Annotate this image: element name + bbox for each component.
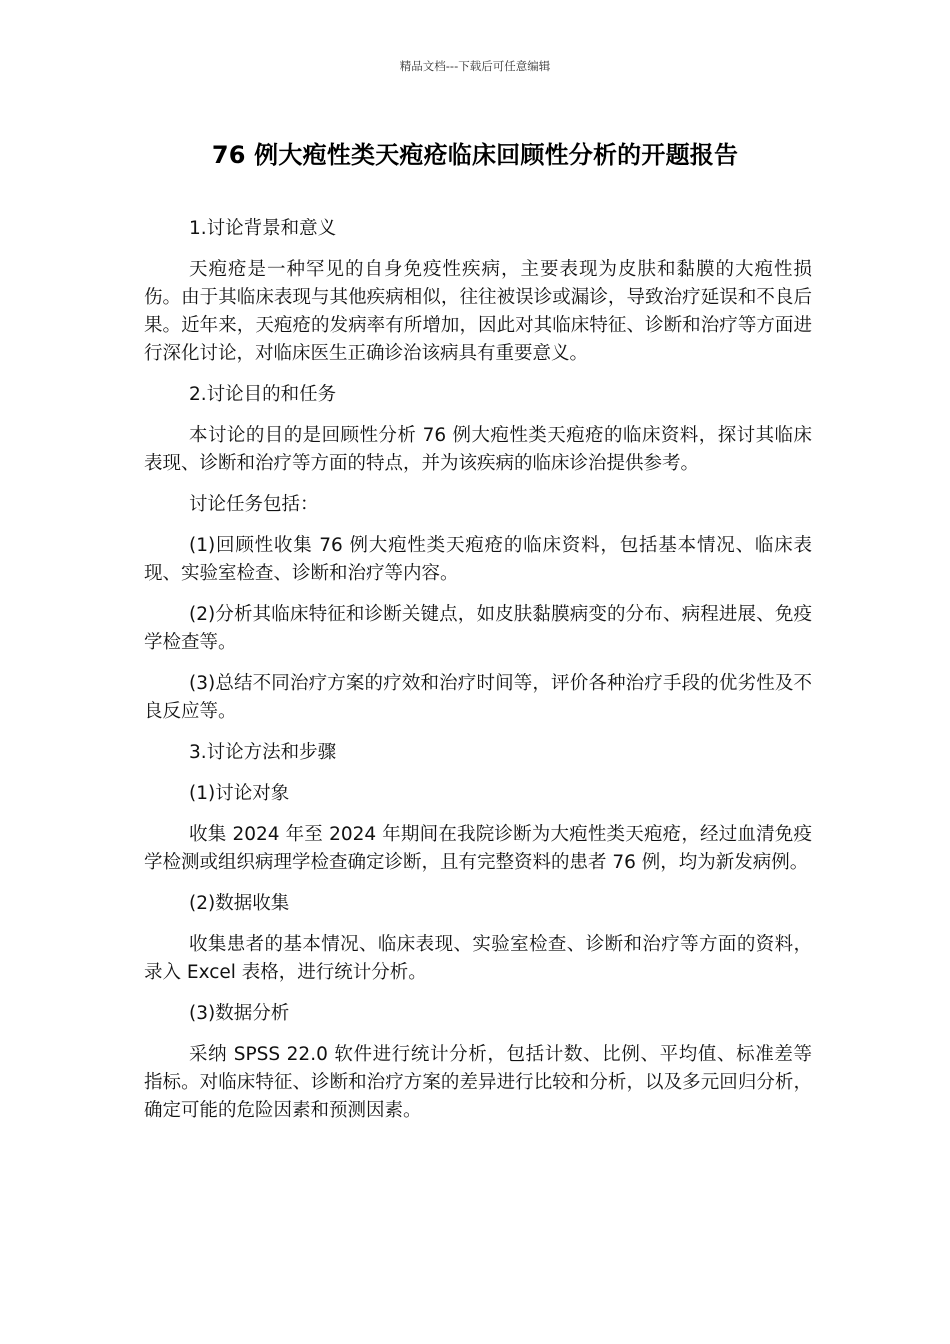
section-heading-methods: 3.讨论方法和步骤 [189,742,337,763]
subheading-data-collection: (2)数据收集 [189,893,290,914]
section-heading-objectives: 2.讨论目的和任务 [189,384,337,405]
paragraph-subjects: 收集 2024 年至 2024 年期间在我院诊断为大疱性类天疱疮，经过血清免疫学检测或组织病理学检查确定诊断，且有完整资料的患者 76 例，均为新发病例。 [144,824,812,873]
paragraph-background: 天疱疮是一种罕见的自身免疫性疾病，主要表现为皮肤和黏膜的大疱性损伤。由于其临床表现与其他疾病相似，往往被误诊或漏诊，导致治疗延误和不良后果。近年来，天疱疮的发病率有所增加，因此对其临床特征、诊断和治疗等方面进行深化讨论，对临床医生正确诊治该病具有重要意义。 [144,259,812,364]
task-item-2: (2)分析其临床特征和诊断关键点，如皮肤黏膜病变的分布、病程进展、免疫学检查等。 [144,604,812,653]
subheading-data-analysis: (3)数据分析 [189,1003,290,1024]
task-item-3: (3)总结不同治疗方案的疗效和治疗时间等，评价各种治疗手段的优劣性及不良反应等。 [144,673,812,722]
document-title: 76 例大疱性类天疱疮临床回顾性分析的开题报告 [211,141,739,169]
task-item-1: (1)回顾性收集 76 例大疱性类天疱疮的临床资料，包括基本情况、临床表现、实验室检查、诊断和治疗等内容。 [144,535,812,584]
paragraph-objectives: 本讨论的目的是回顾性分析 76 例大疱性类天疱疮的临床资料，探讨其临床表现、诊断和治疗等方面的特点，并为该疾病的临床诊治提供参考。 [144,425,812,474]
subheading-subjects: (1)讨论对象 [189,783,290,804]
paragraph-tasks-intro: 讨论任务包括： [189,494,319,515]
paragraph-data-analysis: 采纳 SPSS 22.0 软件进行统计分析，包括计数、比例、平均值、标准差等指标。对临床特征、诊断和治疗方案的差异进行比较和分析，以及多元回归分析，确定可能的危险因素和预测因素。 [144,1044,812,1121]
page-header-watermark: 精品文档---下载后可任意编辑 [399,59,551,73]
paragraph-data-collection: 收集患者的基本情况、临床表现、实验室检查、诊断和治疗等方面的资料，录入 Excel 表格，进行统计分析。 [144,934,812,983]
document-body [144,215,812,1138]
section-heading-background: 1.讨论背景和意义 [189,218,337,239]
